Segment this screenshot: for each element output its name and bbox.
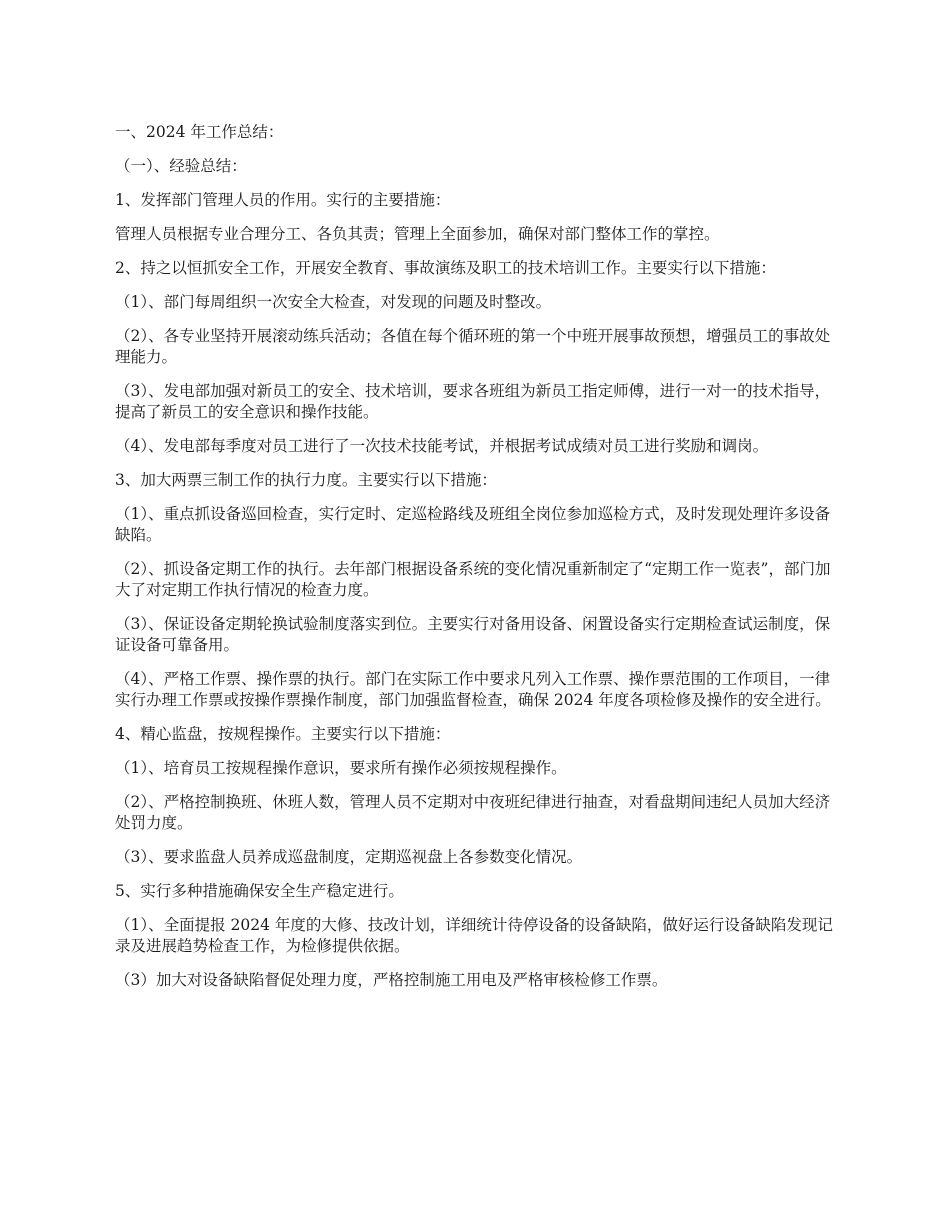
item-5-sub-1: （1）、全面提报 2024 年度的大修、技改计划，详细统计待停设备的设备缺陷，做好运行设备缺陷发现记录及进展趋势检查工作，为检修提供依据。	[115, 916, 833, 955]
item-1-body: 管理人员根据专业合理分工、各负其责；管理上全面参加，确保对部门整体工作的掌控。	[115, 225, 720, 243]
item-3-sub-2: （2）、抓设备定期工作的执行。去年部门根据设备系统的变化情况重新制定了“定期工作一览表”，部门加大了对定期工作执行情况的检查力度。	[115, 560, 831, 599]
subheading-experience: （一）、经验总结：	[115, 157, 247, 175]
item-5-heading: 5、实行多种措施确保安全生产稳定进行。	[115, 882, 404, 900]
item-5-sub-3: （3）加大对设备缺陷督促处理力度，严格控制施工用电及严格审核检修工作票。	[115, 971, 668, 989]
item-2-sub-4: （4）、发电部每季度对员工进行了一次技术技能考试，并根据考试成绩对员工进行奖励和调岗。	[115, 437, 769, 455]
item-4-sub-3: （3）、要求监盘人员养成巡盘制度，定期巡视盘上各参数变化情况。	[115, 848, 583, 866]
item-2-sub-1: （1）、部门每周组织一次安全大检查，对发现的问题及时整改。	[115, 293, 552, 311]
document-body	[115, 122, 840, 1004]
heading-work-summary: 一、2024 年工作总结：	[115, 123, 284, 141]
item-4-sub-1: （1）、培育员工按规程操作意识，要求所有操作必须按规程操作。	[115, 759, 567, 777]
item-3-heading: 3、加大两票三制工作的执行力度。主要实行以下措施：	[115, 471, 497, 489]
item-3-sub-1: （1）、重点抓设备巡回检查，实行定时、定巡检路线及班组全岗位参加巡检方式，及时发现处理许多设备缺陷。	[115, 505, 831, 544]
item-4-sub-2: （2）、严格控制换班、休班人数，管理人员不定期对中夜班纪律进行抽查，对看盘期间违纪人员加大经济处罚力度。	[115, 793, 831, 832]
item-2-sub-2: （2）、各专业坚持开展滚动练兵活动；各值在每个循环班的第一个中班开展事故预想，增强员工的事故处理能力。	[115, 327, 831, 366]
item-3-sub-3: （3）、保证设备定期轮换试验制度落实到位。主要实行对备用设备、闲置设备实行定期检查试运制度，保证设备可靠备用。	[115, 615, 831, 654]
item-2-sub-3: （3）、发电部加强对新员工的安全、技术培训，要求各班组为新员工指定师傅，进行一对一的技术指导，提高了新员工的安全意识和操作技能。	[115, 382, 831, 421]
item-1-heading: 1、发挥部门管理人员的作用。实行的主要措施：	[115, 191, 451, 209]
item-3-sub-4: （4）、严格工作票、操作票的执行。部门在实际工作中要求凡列入工作票、操作票范围的工作项目，一律实行办理工作票或按操作票操作制度，部门加强监督检查，确保 2024 年度各项检修及操作的安全进行。	[115, 670, 831, 709]
item-2-heading: 2、持之以恒抓安全工作，开展安全教育、事故演练及职工的技术培训工作。主要实行以下措施：	[115, 259, 776, 277]
item-4-heading: 4、精心监盘，按规程操作。主要实行以下措施：	[115, 725, 451, 743]
